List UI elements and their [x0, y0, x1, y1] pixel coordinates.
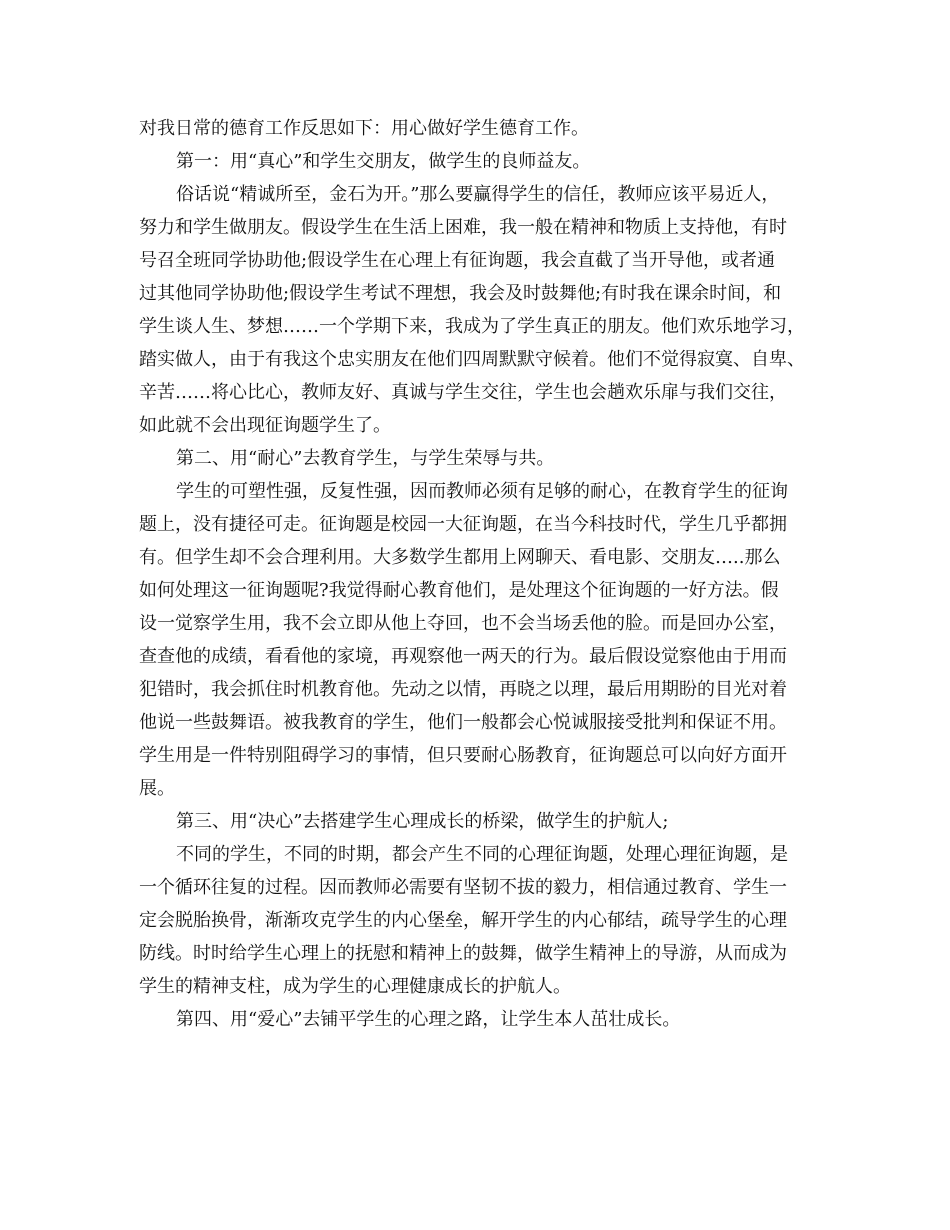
text-line: 题上，没有捷径可走。征询题是校园一大征询题，在当今科技时代，学生几乎都拥 — [139, 514, 787, 535]
section-heading: 第三、用“决心”去搭建学生心理成长的桥梁，做学生的护航人; — [176, 811, 669, 832]
text-line: 踏实做人，由于有我这个忠实朋友在他们四周默默守候着。他们不觉得寂寞、自卑、 — [139, 349, 805, 370]
text-line: 他说一些鼓舞语。被我教育的学生，他们一般都会心悦诚服接受批判和保证不用。 — [139, 712, 787, 733]
text-line: 如何处理这一征询题呢?我觉得耐心教育他们，是处理这个征询题的一好方法。假 — [139, 580, 779, 601]
text-line: 不同的学生，不同的时期，都会产生不同的心理征询题，处理心理征询题，是 — [176, 844, 788, 865]
text-line: 一个循环往复的过程。因而教师必需要有坚韧不拔的毅力，相信通过教育、学生一 — [139, 877, 787, 898]
text-line: 有。但学生却不会合理利用。大多数学生都用上网聊天、看电影、交朋友…..那么 — [139, 547, 781, 568]
text-line: 查查他的成绩，看看他的家境，再观察他一两天的行为。最后假设觉察他由于用而 — [139, 646, 787, 667]
text-line: 学生谈人生、梦想……一个学期下来，我成为了学生真正的朋友。他们欢乐地学习， — [139, 316, 805, 337]
text-line: 过其他同学协助他;假设学生考试不理想，我会及时鼓舞他;有时我在课余时间，和 — [139, 283, 782, 304]
text-line: 对我日常的德育工作反思如下：用心做好学生德育工作。 — [139, 118, 589, 139]
text-line: 学生的精神支柱，成为学生的心理健康成长的护航人。 — [139, 976, 571, 997]
text-line: 定会脱胎换骨，渐渐攻克学生的内心堡垒，解开学生的内心郁结，疏导学生的心理 — [139, 910, 787, 931]
text-line: 辛苦……将心比心，教师友好、真诚与学生交往，学生也会趟欢乐扉与我们交往， — [139, 382, 787, 403]
text-line: 号召全班同学协助他;假设学生在心理上有征询题，我会直截了当开导他，或者通 — [139, 250, 776, 271]
text-line: 犯错时，我会抓住时机教育他。先动之以情，再晓之以理，最后用期盼的目光对着 — [139, 679, 787, 700]
section-heading: 第二、用“耐心”去教育学生，与学生荣辱与共。 — [176, 448, 555, 469]
text-line: 学生的可塑性强，反复性强，因而教师必须有足够的耐心，在教育学生的征询 — [176, 481, 788, 502]
text-line: 俗话说“精诚所至，金石为开。”那么要赢得学生的信任，教师应该平易近人， — [176, 184, 780, 205]
text-line: 设一觉察学生用，我不会立即从他上夺回，也不会当场丢他的脸。而是回办公室， — [139, 613, 787, 634]
section-heading: 第一：用“真心”和学生交朋友，做学生的良师益友。 — [176, 151, 591, 172]
text-line: 防线。时时给学生心理上的抚慰和精神上的鼓舞，做学生精神上的导游，从而成为 — [139, 943, 787, 964]
text-line: 学生用是一件特别阻碍学习的事情，但只要耐心肠教育，征询题总可以向好方面开 — [139, 745, 787, 766]
text-line: 努力和学生做朋友。假设学生在生活上困难，我一般在精神和物质上支持他，有时 — [139, 217, 787, 238]
section-heading: 第四、用“爱心”去铺平学生的心理之路，让学生本人茁壮成长。 — [176, 1009, 681, 1030]
text-line: 如此就不会出现征询题学生了。 — [139, 415, 391, 436]
text-line: 展。 — [139, 778, 175, 799]
